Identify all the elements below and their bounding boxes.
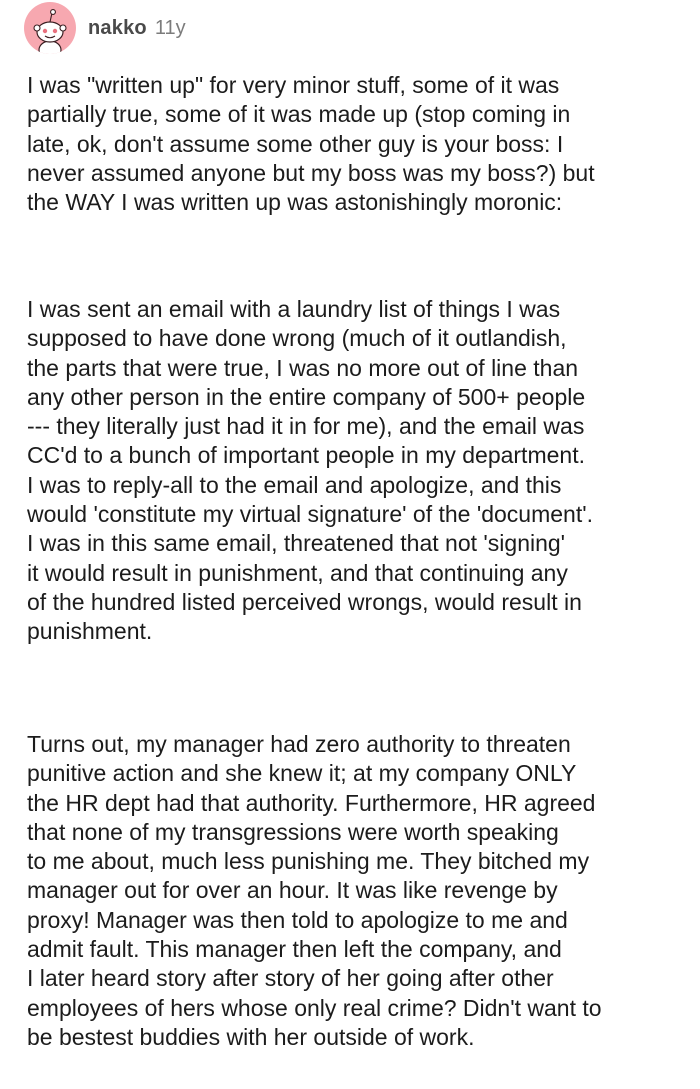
avatar[interactable] xyxy=(24,2,76,54)
comment-paragraph-1: I was "written up" for very minor stuff, some of it was partially true, some of it was made up (stop coming in late, ok, don't assume some other guy is your boss: I never assumed anyone but my boss was my boss?) but the WAY I was written up was astonishingly moronic: xyxy=(27,72,595,216)
reddit-snoo-avatar-icon xyxy=(24,2,76,54)
comment-author[interactable]: nakko xyxy=(88,16,147,39)
comment-header xyxy=(24,2,186,54)
comment-age: 11y xyxy=(154,16,186,39)
comment-paragraph-3: Turns out, my manager had zero authority to threaten punitive action and she knew it; at my company ONLY the HR dept had that authority. Furthermore, HR agreed that none of my transgressions were worth speaking to me about, much less punishing me. They bitched my manager out for over an hour. It was like revenge by proxy! Manager was then told to apologize to me and admit fault. This manager then left the company, and I later heard story after story of her going after other employees of hers whose only real crime? Didn't want to be bestest buddies with her outside of work. xyxy=(27,731,602,1050)
comment-paragraph-2: I was sent an email with a laundry list of things I was supposed to have done wrong (much of it outlandish, the parts that were true, I was no more out of line than any other person in the entire company of 500+ people --- they literally just had it in for me), and the email was CC'd to a bunch of important people in my department. I was to reply-all to the email and apologize, and this would 'constitute my virtual signature' of the 'document'. I was in this same email, threatened that not 'signing' it would result in punishment, and that continuing any of the hundred listed perceived wrongs, would result in punishment. xyxy=(27,296,594,645)
